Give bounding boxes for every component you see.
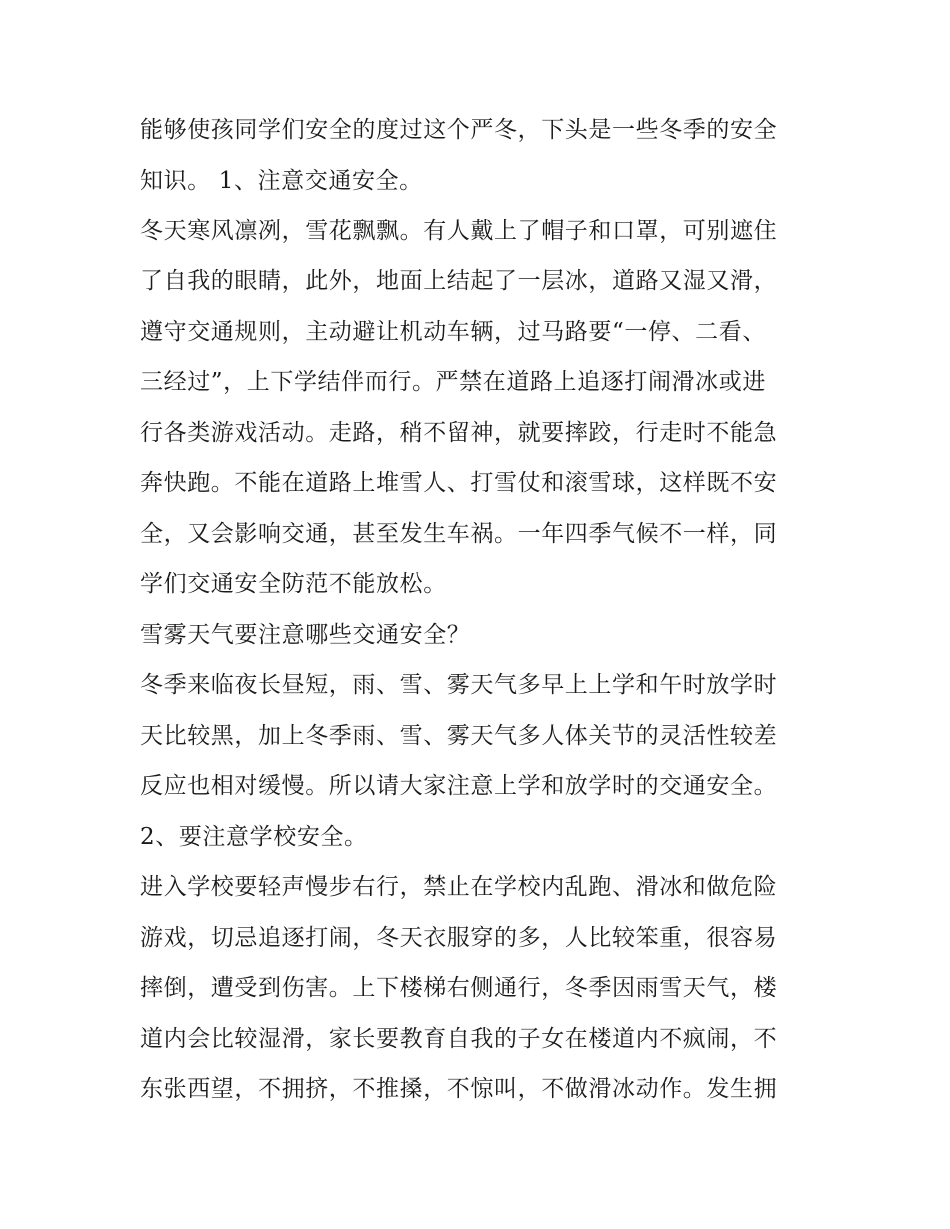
text-line: 道内会比较湿滑，家长要教育自我的子女在楼道内不疯闹，不 [140,1026,778,1052]
text-line: 进入学校要轻声慢步右行，禁止在学校内乱跑、滑冰和做危险 [140,874,778,900]
text-line: 行各类游戏活动。走路，稍不留神，就要摔跤，行走时不能急 [140,420,778,446]
text-line: 天比较黑，加上冬季雨、雪、雾天气多人体关节的灵活性较差 [140,723,778,749]
text-line: 能够使孩同学们安全的度过这个严冬，下头是一些冬季的安全 [140,117,778,143]
text-line: 冬天寒风凛冽，雪花飘飘。有人戴上了帽子和口罩，可别遮住 [140,218,778,244]
text-line: 知识。 1、注意交通安全。 [140,168,423,194]
text-line: 学们交通安全防范不能放松。 [140,571,447,597]
text-line: 三经过”，上下学结伴而行。严禁在道路上追逐打闹滑冰或进 [140,369,766,395]
text-line: 遵守交通规则，主动避让机动车辆，过马路要“一停、二看、 [140,319,766,345]
text-line: 反应也相对缓慢。所以请大家注意上学和放学时的交通安全。 [140,773,778,799]
text-line: 冬季来临夜长昼短，雨、雪、雾天气多早上上学和午时放学时 [140,672,778,698]
text-line: 奔快跑。不能在道路上堆雪人、打雪仗和滚雪球，这样既不安 [140,470,778,496]
text-line: 游戏，切忌追逐打闹，冬天衣服穿的多，人比较笨重，很容易 [140,925,778,951]
text-line: 了自我的眼睛，此外，地面上结起了一层冰，道路又湿又滑， [140,268,778,294]
section-heading: 雪雾天气要注意哪些交通安全？ [140,622,471,648]
section-heading: 2、要注意学校安全。 [140,824,368,850]
text-line: 摔倒，遭受到伤害。上下楼梯右侧通行，冬季因雨雪天气，楼 [140,975,778,1001]
text-line: 东张西望，不拥挤，不推搡，不惊叫，不做滑冰动作。发生拥 [140,1076,778,1102]
text-line: 全，又会影响交通，甚至发生车祸。一年四季气候不一样，同 [140,521,778,547]
